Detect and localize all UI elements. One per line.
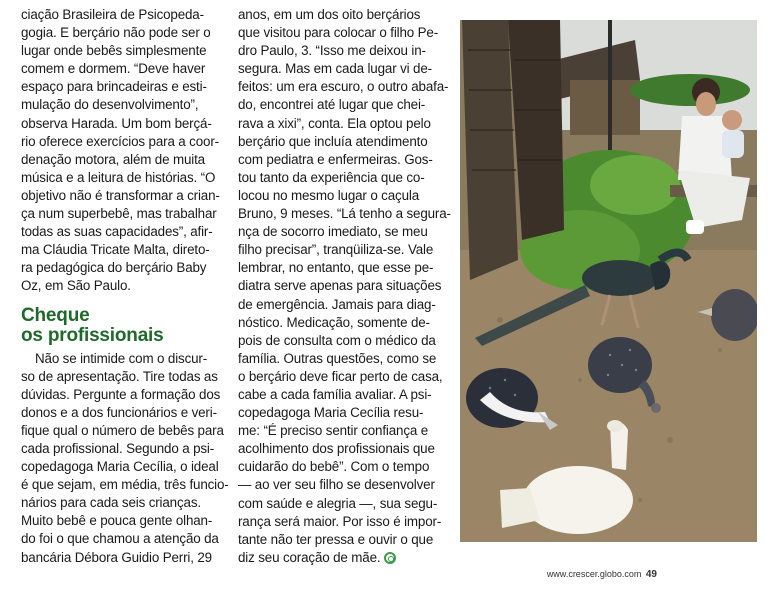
text-line: donos e a dos funcionários e veri- [21, 404, 217, 420]
paragraph-professionals [21, 350, 229, 567]
text-line: filho precisar”, tranqüiliza-se. Vale [238, 242, 434, 258]
page-footer [547, 569, 657, 580]
text-line: é que sejam, em média, três funcio- [21, 477, 229, 493]
text-line: rio oferece exercícios para a coor- [21, 133, 219, 149]
text-line: do, encontrei até lugar que chei- [238, 97, 426, 113]
text-line: denação motora, além de muita [21, 151, 205, 167]
text-line: copedagoga Maria Cecília, o ideal [21, 459, 219, 475]
heading-line: os profissionais [21, 324, 164, 346]
text-line: com pediatra e enfermeiras. Gos- [238, 151, 433, 167]
text-line: objetivo não é transformar a crian- [21, 187, 220, 203]
text-line: anos, em um dos oito berçários [238, 7, 421, 22]
text-line: dúvidas. Pergunte a formação dos [21, 386, 221, 402]
text-line: música e a leitura de histórias. “O [21, 169, 216, 185]
text-line: lembrar, no entanto, que esse pe- [238, 260, 434, 276]
text-line: fique qual o número de bebês para [21, 422, 224, 438]
text-line: mulação do desenvolvimento”, [21, 97, 199, 113]
text-line: rava a xixi”, conta. Ela optou pelo [238, 115, 431, 131]
text-line: so de apresentação. Tire todas as [21, 368, 218, 384]
text-line: todas as suas capacidades”, afir- [21, 224, 213, 240]
text-line: ciação Brasileira de Psicopeda- [21, 7, 204, 22]
text-line: de emergência. Jamais para diag- [238, 296, 436, 312]
text-line: diz seu coração de mãe. [238, 549, 443, 567]
text-line: o berçário deve ficar perto de casa, [238, 368, 443, 384]
text-line: Oz, em São Paulo. [21, 278, 131, 294]
paragraph-intro [21, 6, 226, 296]
text-line: cuidarão do bebê”. Com o tempo [238, 459, 430, 475]
text-line: espaço para brincadeiras e esti- [21, 79, 207, 95]
text-line: berçário que incluía atendimento [238, 133, 428, 149]
text-line: me: “É preciso sentir confiança e [238, 423, 429, 439]
text-line: nários para cada seis crianças. [21, 495, 201, 511]
section-heading [21, 306, 226, 346]
text-line: Não se intimide com o discur- [35, 350, 208, 366]
text-line: ça num superbebê, mas trabalhar [21, 206, 217, 222]
text-line: Bruno, 9 meses. “Lá tenho a segura- [238, 206, 451, 222]
text-line: lugar onde bebês simplesmente [21, 43, 207, 59]
column-middle [238, 6, 451, 567]
text-line: ra pedagógica do berçário Baby [21, 260, 207, 276]
text-line: diatra serve apenas para situações [238, 278, 442, 294]
text-line: cabe a cada família avaliar. A psi- [238, 386, 432, 402]
text-line: acolhimento dos profissionais que [238, 441, 435, 457]
text-line: feitos: um era escuro, o outro abafa- [238, 79, 449, 95]
text-line: gogia. E berçário não pode ser o [21, 25, 211, 41]
text-line: com saúde e alegria —, sua segu- [238, 495, 438, 511]
article-photo [460, 20, 757, 542]
text-line: ma Cláudia Tricate Malta, direto- [21, 242, 210, 258]
text-line: que visitou para colocar o filho Pe- [238, 25, 439, 41]
text-line: nóstico. Medicação, somente de- [238, 314, 430, 330]
text-line: — ao ver seu filho se desenvolver [238, 477, 435, 493]
text-line: do foi o que chamou a atenção da [21, 531, 219, 547]
text-line: família. Outras questões, como se [238, 350, 437, 366]
paragraph-continuation [238, 6, 451, 567]
text-line: pois de consulta com o médico da [238, 332, 436, 348]
text-line: Muito bebê e pouca gente olhan- [21, 513, 213, 529]
heading-line: Cheque [21, 304, 90, 326]
text-line: copedagoga Maria Cecília resu- [238, 405, 424, 421]
page-number: 49 [645, 569, 657, 580]
text-line: locou no mesmo lugar o caçula [238, 187, 419, 203]
footer-url: www.crescer.globo.com [546, 569, 642, 579]
text-line: dro Paulo, 3. “Isso me deixou in- [238, 43, 426, 59]
text-line: segura. Mas em cada lugar vi de- [238, 61, 432, 77]
text-line: bancária Débora Guidio Perri, 29 [21, 549, 212, 565]
text-line: rança será maior. Por isso é impor- [238, 513, 442, 529]
text-line: tou tanto da experiência que co- [238, 169, 425, 185]
text-line: comem e dormem. “Deve haver [21, 61, 206, 77]
text-line: nça de socorro imediato, se meu [238, 224, 428, 240]
text-line: tante não ter pressa e ouvir o que [238, 531, 434, 547]
text-line: cada profissional. Segundo a psi- [21, 440, 215, 456]
text-line: observa Harada. Um bom berçá- [21, 115, 212, 131]
crescer-endmark-icon [384, 552, 396, 564]
column-left [21, 6, 229, 567]
